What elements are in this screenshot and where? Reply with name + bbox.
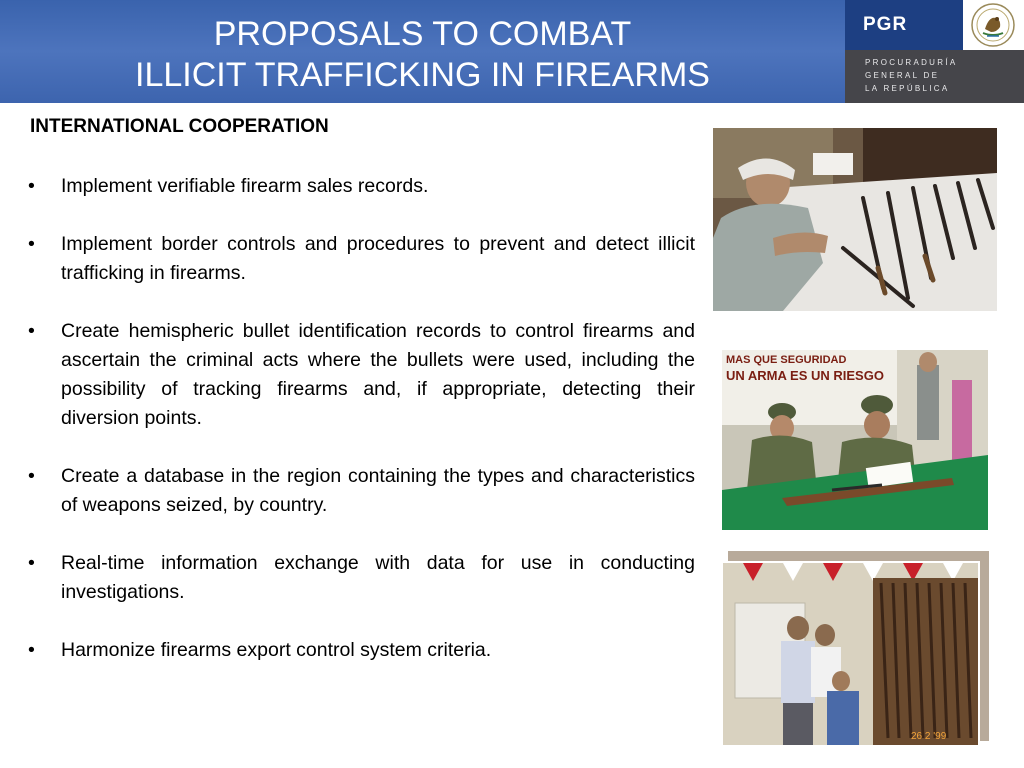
pgr-logo: [845, 0, 1024, 103]
bullet-item: [28, 172, 695, 201]
mexican-eagle-seal-icon: [963, 0, 1024, 50]
bullet-dot-icon: •: [28, 465, 35, 487]
photo3-date-stamp: 26 2 '99: [911, 731, 947, 742]
photo2-sign-line1: MAS QUE SEGURIDAD: [726, 354, 847, 366]
bullet-text: Create a database in the region containing the types and characteristics of weapons seized, by country.: [61, 465, 695, 516]
bullet-text: Harmonize firearms export control system criteria.: [61, 639, 492, 661]
pgr-full-name: [865, 56, 958, 95]
bullet-list: [28, 172, 695, 694]
pgr-acronym-box: [845, 0, 963, 50]
bullet-item: [28, 462, 695, 520]
bullet-dot-icon: •: [28, 320, 35, 342]
bullet-text: Create hemispheric bullet identification records to control firearms and ascertain the criminal acts where the bullets were used, including the possibility of tracking firearms and, if appropriate, detecting their diversion points.: [61, 320, 695, 429]
bullet-dot-icon: •: [28, 175, 35, 197]
slide-title-line2: ILLICIT TRAFFICKING IN FIREARMS: [135, 56, 710, 94]
bullet-dot-icon: •: [28, 552, 35, 574]
pgr-name-line3: LA REPÚBLICA: [865, 84, 950, 93]
photo-soldiers-weapon-exchange: [722, 350, 988, 530]
pgr-name-line2: GENERAL DE: [865, 71, 940, 80]
bullet-text: Real-time information exchange with data for use in conducting investigations.: [61, 552, 695, 603]
title-banner: [0, 0, 845, 103]
photo-seized-rifles: [713, 128, 997, 311]
bullet-item: [28, 549, 695, 607]
pgr-name-line1: PROCURADURÍA: [865, 58, 958, 67]
bullet-dot-icon: •: [28, 233, 35, 255]
bullet-text: Implement verifiable firearm sales records.: [61, 175, 429, 197]
slide-title-line1: PROPOSALS TO COMBAT: [213, 15, 632, 53]
pgr-acronym: PGR: [863, 14, 908, 35]
bullet-dot-icon: •: [28, 639, 35, 661]
slide-title: [0, 14, 845, 96]
section-heading: INTERNATIONAL COOPERATION: [30, 116, 329, 137]
bullet-text: Implement border controls and procedures to prevent and detect illicit trafficking in firearms.: [61, 233, 695, 284]
bullet-item: [28, 230, 695, 288]
bullet-item: [28, 317, 695, 433]
photo-firearms-exhibition: [721, 561, 980, 747]
photo2-sign-line2: UN ARMA ES UN RIESGO: [726, 368, 884, 383]
bullet-item: [28, 636, 695, 665]
